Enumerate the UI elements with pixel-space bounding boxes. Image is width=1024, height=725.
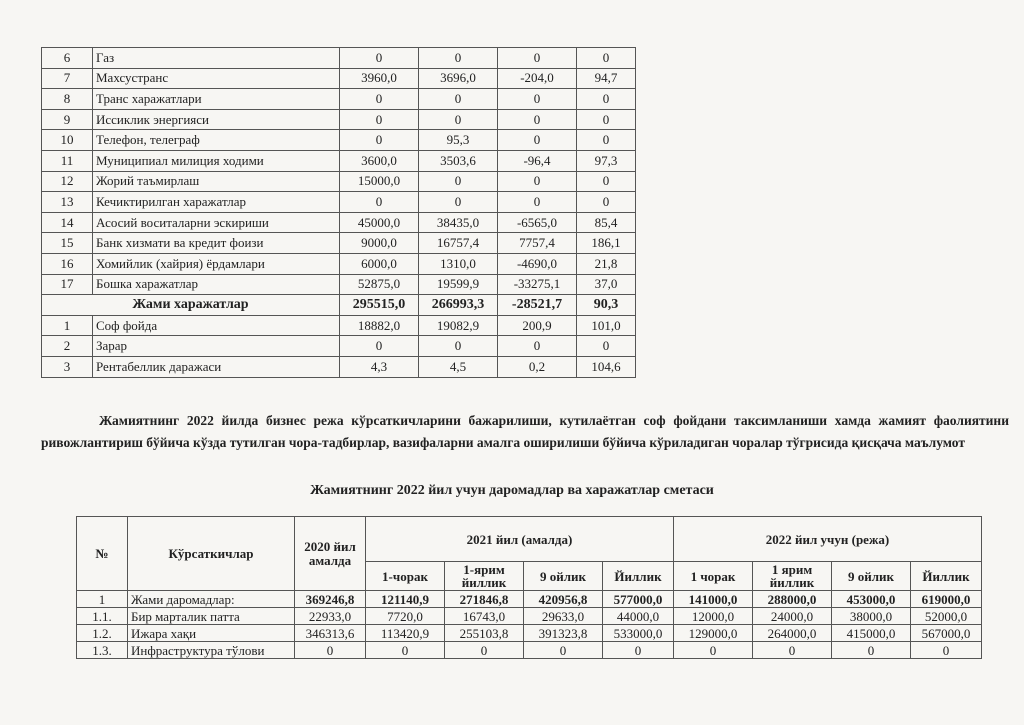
percent-value: 104,6 (577, 356, 636, 377)
row-value: 271846,8 (445, 591, 524, 608)
row-value: 415000,0 (832, 625, 911, 642)
row-value: 129000,0 (674, 625, 753, 642)
subheader-2022: 1 ярим йиллик (753, 562, 832, 591)
row-number: 10 (42, 130, 93, 151)
subheader-2021: 1-чорак (366, 562, 445, 591)
row-number: 1 (42, 315, 93, 336)
deviation-value: -204,0 (498, 68, 577, 89)
percent-value: 186,1 (577, 233, 636, 254)
row-name: Инфраструктура тўлови (128, 642, 295, 659)
subheader-2021: 9 ойлик (524, 562, 603, 591)
table-row (42, 336, 636, 357)
plan-value: 18882,0 (340, 315, 419, 336)
percent-value: 21,8 (577, 253, 636, 274)
row-name: Газ (93, 48, 340, 69)
row-number: 11 (42, 150, 93, 171)
row-value: 453000,0 (832, 591, 911, 608)
actual-value: 0 (419, 171, 498, 192)
row-number: 1.3. (77, 642, 128, 659)
row-value: 391323,8 (524, 625, 603, 642)
actual-value: 3503,6 (419, 150, 498, 171)
row-value: 255103,8 (445, 625, 524, 642)
deviation-value: 0 (498, 130, 577, 151)
percent-value: 101,0 (577, 315, 636, 336)
actual-value: 0 (419, 192, 498, 213)
row-value: 577000,0 (603, 591, 674, 608)
actual-value: 0 (419, 336, 498, 357)
row-name: Муниципиал милиция ходими (93, 150, 340, 171)
row-value: 141000,0 (674, 591, 753, 608)
plan-value: 0 (340, 130, 419, 151)
row-number: 6 (42, 48, 93, 69)
row-name: Ижара хақи (128, 625, 295, 642)
row-value: 533000,0 (603, 625, 674, 642)
row-name: Хомийлик (хайрия) ёрдамлари (93, 253, 340, 274)
row-value: 369246,8 (295, 591, 366, 608)
row-number: 1.1. (77, 608, 128, 625)
deviation-value: 0 (498, 171, 577, 192)
plan-value: 52875,0 (340, 274, 419, 295)
table-row (77, 625, 982, 642)
row-value: 567000,0 (911, 625, 982, 642)
row-value: 0 (295, 642, 366, 659)
row-number: 14 (42, 212, 93, 233)
row-value: 7720,0 (366, 608, 445, 625)
plan-value: 45000,0 (340, 212, 419, 233)
total-value: 266993,3 (419, 295, 498, 316)
subheader-2022: Йиллик (911, 562, 982, 591)
row-name: Бошка харажатлар (93, 274, 340, 295)
percent-value: 0 (577, 130, 636, 151)
total-label: Жами харажатлар (42, 295, 340, 316)
deviation-value: 0 (498, 192, 577, 213)
row-name: Жорий таъмирлаш (93, 171, 340, 192)
row-name: Телефон, телеграф (93, 130, 340, 151)
row-number: 17 (42, 274, 93, 295)
row-value: 12000,0 (674, 608, 753, 625)
plan-value: 3960,0 (340, 68, 419, 89)
row-value: 16743,0 (445, 608, 524, 625)
row-value: 44000,0 (603, 608, 674, 625)
expenses-table (41, 47, 636, 378)
table-row (77, 591, 982, 608)
plan-value: 6000,0 (340, 253, 419, 274)
plan-value: 4,3 (340, 356, 419, 377)
total-value: 90,3 (577, 295, 636, 316)
row-value: 420956,8 (524, 591, 603, 608)
percent-value: 0 (577, 89, 636, 110)
table-row (42, 356, 636, 377)
table-row (77, 642, 982, 659)
row-value: 38000,0 (832, 608, 911, 625)
row-number: 16 (42, 253, 93, 274)
subheader-2022: 9 ойлик (832, 562, 911, 591)
row-name: Транс харажатлари (93, 89, 340, 110)
table-row (42, 274, 636, 295)
percent-value: 97,3 (577, 150, 636, 171)
row-name: Асосий воситаларни эскириши (93, 212, 340, 233)
percent-value: 0 (577, 171, 636, 192)
row-number: 1.2. (77, 625, 128, 642)
subheader-2021: Йиллик (603, 562, 674, 591)
row-number: 15 (42, 233, 93, 254)
percent-value: 37,0 (577, 274, 636, 295)
row-name: Жами даромадлар: (128, 591, 295, 608)
actual-value: 4,5 (419, 356, 498, 377)
header-2020: 2020 йил амалда (295, 517, 366, 591)
row-number: 7 (42, 68, 93, 89)
actual-value: 19599,9 (419, 274, 498, 295)
total-value: 295515,0 (340, 295, 419, 316)
deviation-value: 0 (498, 89, 577, 110)
row-number: 3 (42, 356, 93, 377)
actual-value: 16757,4 (419, 233, 498, 254)
actual-value: 95,3 (419, 130, 498, 151)
actual-value: 0 (419, 48, 498, 69)
percent-value: 94,7 (577, 68, 636, 89)
row-value: 0 (366, 642, 445, 659)
row-value: 22933,0 (295, 608, 366, 625)
table-row (77, 608, 982, 625)
row-value: 24000,0 (753, 608, 832, 625)
total-value: -28521,7 (498, 295, 577, 316)
row-value: 288000,0 (753, 591, 832, 608)
actual-value: 19082,9 (419, 315, 498, 336)
summary-paragraph: Жамиятнинг 2022 йилда бизнес режа кўрсаткичларини бажарилиши, кутилаётган соф фойдани таксимланиши хамда жамият фаолиятини ривожлантириш бўйича кўзда тутилган чора-тадбирлар, вазифаларни амалга оширилиши бўйича кўриладиган чоралар тўгрисида қисқача маълумот (41, 413, 1009, 450)
percent-value: 0 (577, 48, 636, 69)
row-name: Соф фойда (93, 315, 340, 336)
row-number: 1 (77, 591, 128, 608)
row-value: 0 (603, 642, 674, 659)
row-value: 346313,6 (295, 625, 366, 642)
table-row (42, 150, 636, 171)
subheader-2022: 1 чорак (674, 562, 753, 591)
header-2021: 2021 йил (амалда) (366, 517, 674, 562)
subheader-2021: 1-ярим йиллик (445, 562, 524, 591)
percent-value: 0 (577, 336, 636, 357)
total-row (42, 295, 636, 316)
estimate-table-body (77, 591, 982, 659)
row-value: 0 (674, 642, 753, 659)
row-name: Рентабеллик даражаси (93, 356, 340, 377)
plan-value: 0 (340, 89, 419, 110)
row-value: 121140,9 (366, 591, 445, 608)
deviation-value: -33275,1 (498, 274, 577, 295)
row-number: 13 (42, 192, 93, 213)
row-value: 113420,9 (366, 625, 445, 642)
header-no: № (77, 517, 128, 591)
row-number: 2 (42, 336, 93, 357)
table-row (42, 253, 636, 274)
row-name: Кечиктирилган харажатлар (93, 192, 340, 213)
table-row (42, 192, 636, 213)
percent-value: 0 (577, 192, 636, 213)
deviation-value: -4690,0 (498, 253, 577, 274)
row-name: Махсустранс (93, 68, 340, 89)
plan-value: 0 (340, 48, 419, 69)
actual-value: 38435,0 (419, 212, 498, 233)
deviation-value: 7757,4 (498, 233, 577, 254)
income-expense-estimate-table (76, 516, 982, 659)
row-name: Зарар (93, 336, 340, 357)
row-value: 0 (753, 642, 832, 659)
plan-value: 9000,0 (340, 233, 419, 254)
row-value: 619000,0 (911, 591, 982, 608)
row-value: 0 (445, 642, 524, 659)
table-row (42, 68, 636, 89)
table-row (42, 171, 636, 192)
table-row (42, 89, 636, 110)
deviation-value: 200,9 (498, 315, 577, 336)
row-number: 8 (42, 89, 93, 110)
deviation-value: 0 (498, 48, 577, 69)
deviation-value: -6565,0 (498, 212, 577, 233)
expenses-table-body (42, 48, 636, 378)
actual-value: 0 (419, 109, 498, 130)
row-number: 9 (42, 109, 93, 130)
header-2022: 2022 йил учун (режа) (674, 517, 982, 562)
deviation-value: 0,2 (498, 356, 577, 377)
row-name: Банк хизмати ва кредит фоизи (93, 233, 340, 254)
plan-value: 15000,0 (340, 171, 419, 192)
deviation-value: 0 (498, 336, 577, 357)
header-indicators: Кўрсаткичлар (128, 517, 295, 591)
row-value: 0 (832, 642, 911, 659)
deviation-value: 0 (498, 109, 577, 130)
plan-value: 3600,0 (340, 150, 419, 171)
table-row (42, 315, 636, 336)
table-row (42, 130, 636, 151)
deviation-value: -96,4 (498, 150, 577, 171)
row-value: 0 (524, 642, 603, 659)
row-value: 0 (911, 642, 982, 659)
percent-value: 85,4 (577, 212, 636, 233)
plan-value: 0 (340, 109, 419, 130)
table-row (42, 48, 636, 69)
row-value: 52000,0 (911, 608, 982, 625)
plan-value: 0 (340, 192, 419, 213)
row-value: 29633,0 (524, 608, 603, 625)
estimate-title: Жамиятнинг 2022 йил учун даромадлар ва харажатлар сметаси (310, 483, 714, 498)
table-row (42, 109, 636, 130)
row-value: 264000,0 (753, 625, 832, 642)
row-name: Бир марталик патта (128, 608, 295, 625)
table-row (42, 212, 636, 233)
row-name: Иссиклик энергияси (93, 109, 340, 130)
row-number: 12 (42, 171, 93, 192)
estimate-table-header (77, 517, 982, 591)
plan-value: 0 (340, 336, 419, 357)
actual-value: 1310,0 (419, 253, 498, 274)
percent-value: 0 (577, 109, 636, 130)
table-row (42, 233, 636, 254)
actual-value: 0 (419, 89, 498, 110)
actual-value: 3696,0 (419, 68, 498, 89)
